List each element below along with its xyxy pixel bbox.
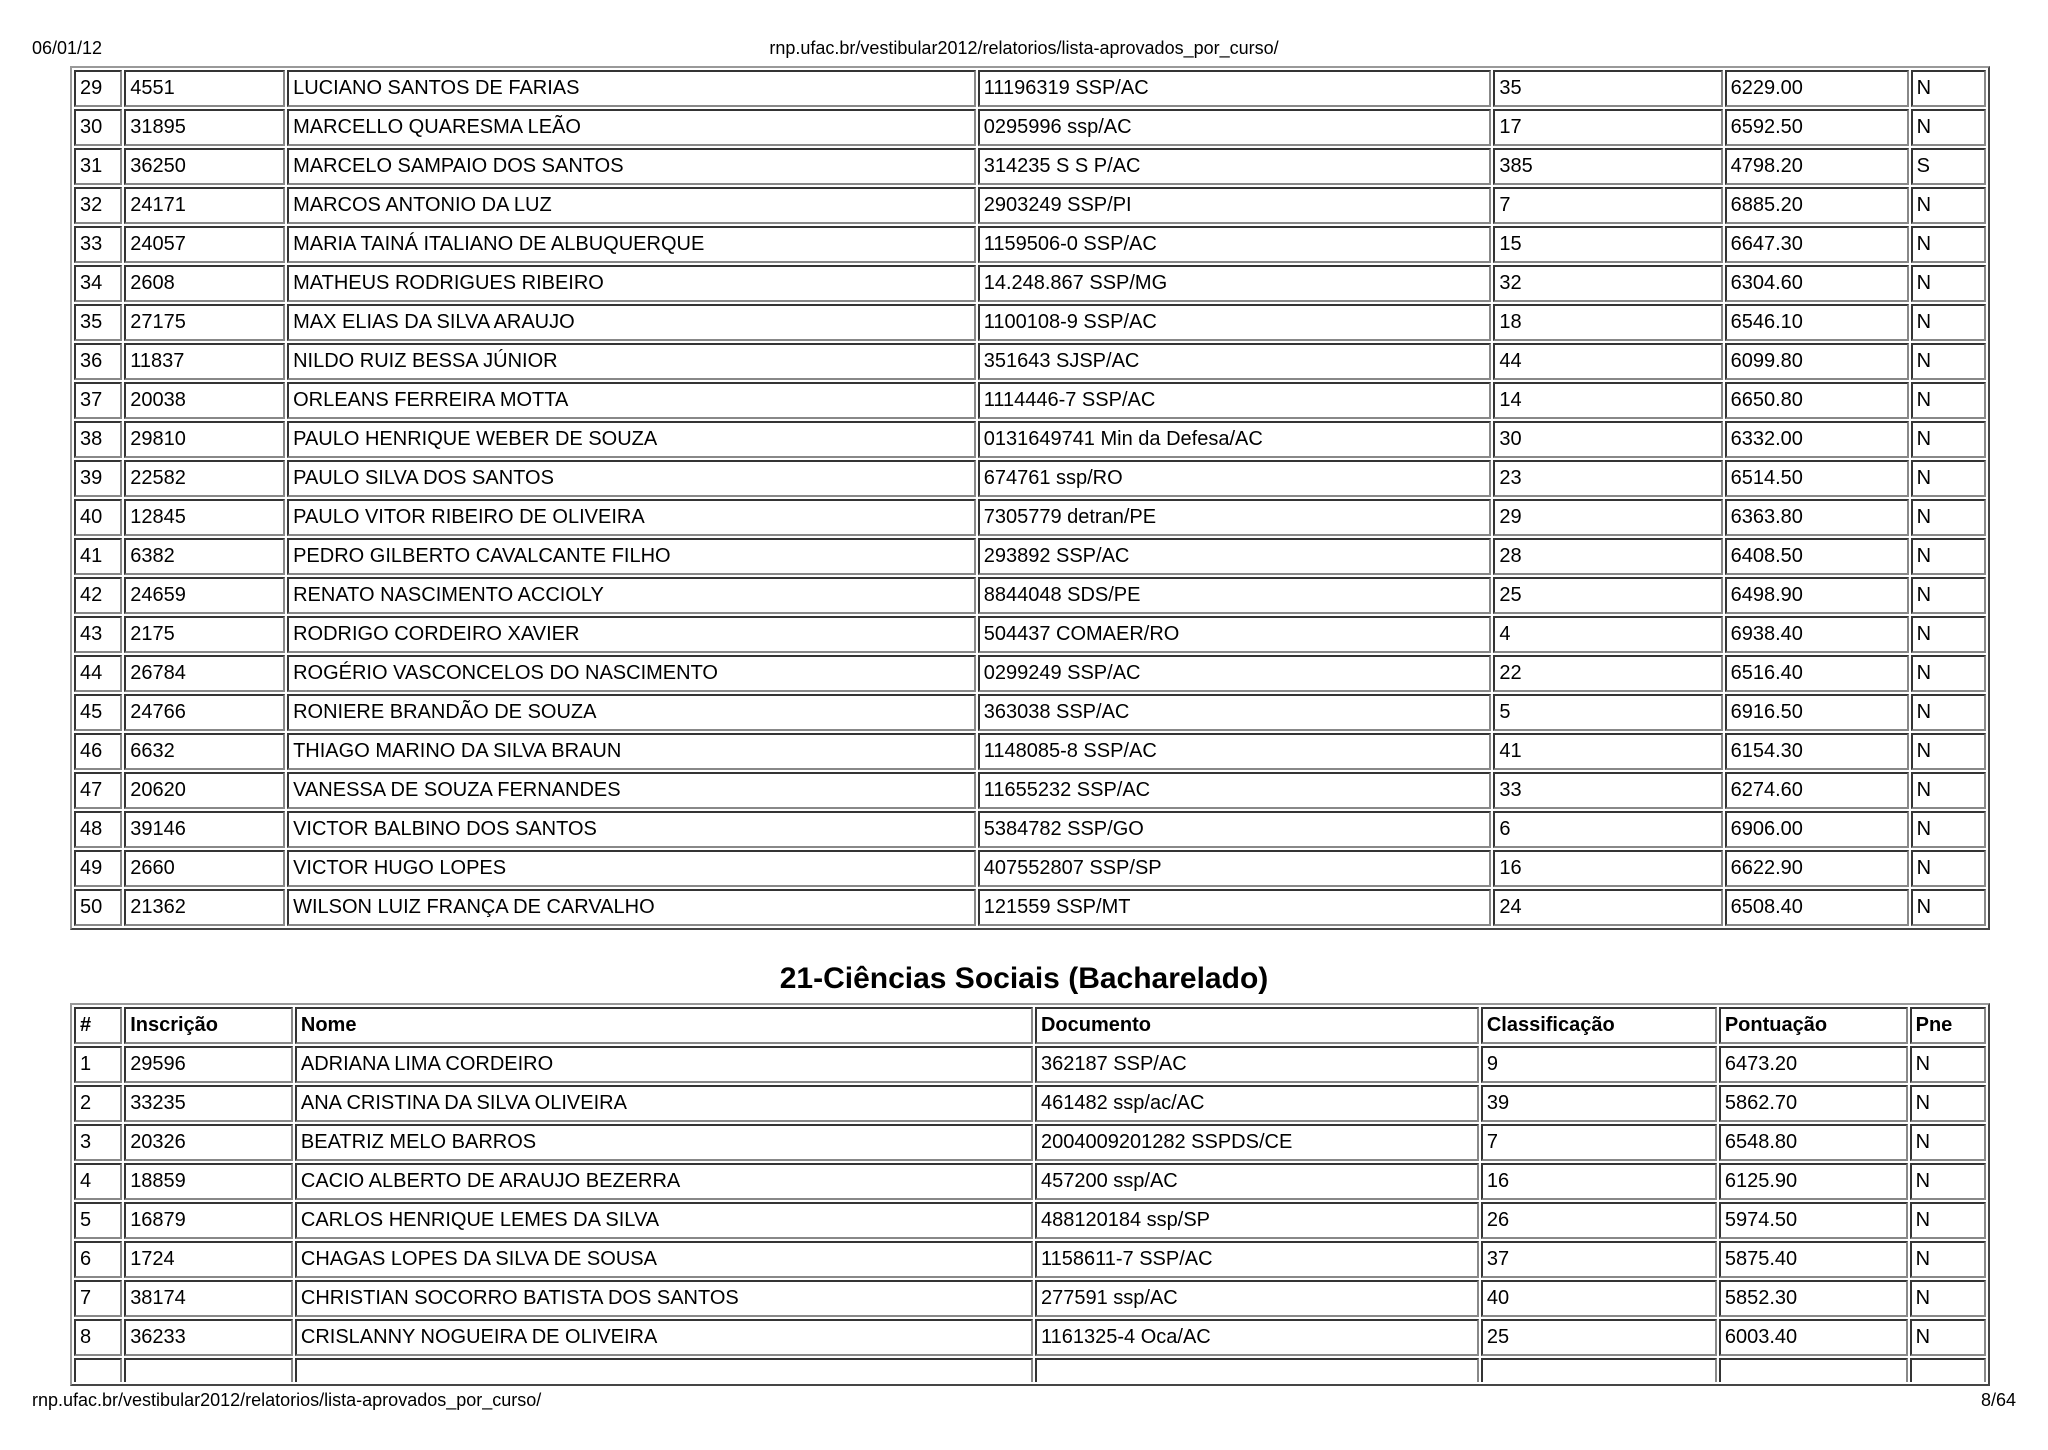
cell-classificacao: 6	[1493, 811, 1722, 848]
table-body	[74, 70, 1986, 926]
cell-pontuacao: 6099.80	[1725, 343, 1909, 380]
cell-classificacao: 30	[1493, 421, 1722, 458]
cell-number: 46	[74, 733, 122, 770]
cell-classificacao: 16	[1481, 1163, 1717, 1200]
cell-documento: 457200 ssp/AC	[1035, 1163, 1479, 1200]
table-row	[74, 148, 1986, 185]
cell-classificacao: 37	[1481, 1241, 1717, 1278]
cell-inscricao: 20038	[124, 382, 285, 419]
cell-pne: N	[1911, 304, 1986, 341]
cell-inscricao: 6382	[124, 538, 285, 575]
cell-nome: MARIA TAINÁ ITALIANO DE ALBUQUERQUE	[287, 226, 976, 263]
cell-nome: VICTOR HUGO LOPES	[287, 850, 976, 887]
cell-nome: CRISLANNY NOGUEIRA DE OLIVEIRA	[295, 1319, 1033, 1356]
cell-number: 2	[74, 1085, 122, 1122]
cell-inscricao: 21362	[124, 889, 285, 926]
cell-inscricao: 2175	[124, 616, 285, 653]
cell-pne: S	[1911, 148, 1986, 185]
table-row	[74, 811, 1986, 848]
cell-pne: N	[1911, 577, 1986, 614]
empty-cell	[1719, 1358, 1908, 1382]
cell-pne: N	[1911, 694, 1986, 731]
cell-pne: N	[1911, 499, 1986, 536]
cell-nome: MARCOS ANTONIO DA LUZ	[287, 187, 976, 224]
col-header-pne: Pne	[1910, 1007, 1986, 1044]
col-header-pontuacao: Pontuação	[1719, 1007, 1908, 1044]
cell-inscricao: 26784	[124, 655, 285, 692]
cell-inscricao: 2660	[124, 850, 285, 887]
table-row-cut-off	[74, 1358, 1986, 1382]
cell-pne: N	[1911, 850, 1986, 887]
cell-number: 30	[74, 109, 122, 146]
cell-pontuacao: 6548.80	[1719, 1124, 1908, 1161]
cell-inscricao: 39146	[124, 811, 285, 848]
table-row	[74, 1085, 1986, 1122]
table-row	[74, 265, 1986, 302]
cell-pne: N	[1910, 1085, 1986, 1122]
cell-inscricao: 24659	[124, 577, 285, 614]
cell-nome: ORLEANS FERREIRA MOTTA	[287, 382, 976, 419]
cell-pontuacao: 6916.50	[1725, 694, 1909, 731]
table-row	[74, 889, 1986, 926]
table-row	[74, 850, 1986, 887]
cell-nome: VANESSA DE SOUZA FERNANDES	[287, 772, 976, 809]
cell-nome: LUCIANO SANTOS DE FARIAS	[287, 70, 976, 107]
cell-number: 50	[74, 889, 122, 926]
cell-pontuacao: 6622.90	[1725, 850, 1909, 887]
cell-classificacao: 44	[1493, 343, 1722, 380]
cell-inscricao: 29810	[124, 421, 285, 458]
cell-pne: N	[1910, 1124, 1986, 1161]
table-body	[74, 1046, 1986, 1382]
table-header-row	[74, 1007, 1986, 1044]
cell-classificacao: 28	[1493, 538, 1722, 575]
cell-documento: 11196319 SSP/AC	[978, 70, 1492, 107]
cell-number: 32	[74, 187, 122, 224]
empty-cell	[1481, 1358, 1717, 1382]
table-row	[74, 421, 1986, 458]
print-footer-url: rnp.ufac.br/vestibular2012/relatorios/lista-aprovados_por_curso/	[32, 1390, 542, 1410]
cell-pontuacao: 5875.40	[1719, 1241, 1908, 1278]
cell-classificacao: 25	[1493, 577, 1722, 614]
table-row	[74, 1163, 1986, 1200]
col-header-classificacao: Classificação	[1481, 1007, 1717, 1044]
col-header-inscricao: Inscrição	[124, 1007, 293, 1044]
cell-documento: 488120184 ssp/SP	[1035, 1202, 1479, 1239]
cell-number: 35	[74, 304, 122, 341]
cell-pne: N	[1911, 655, 1986, 692]
cell-classificacao: 40	[1481, 1280, 1717, 1317]
table-row	[74, 1280, 1986, 1317]
cell-pontuacao: 6508.40	[1725, 889, 1909, 926]
cell-inscricao: 20620	[124, 772, 285, 809]
cell-nome: PAULO SILVA DOS SANTOS	[287, 460, 976, 497]
cell-number: 38	[74, 421, 122, 458]
cell-classificacao: 5	[1493, 694, 1722, 731]
table-row	[74, 1124, 1986, 1161]
cell-pne: N	[1910, 1163, 1986, 1200]
cell-classificacao: 14	[1493, 382, 1722, 419]
table-row	[74, 382, 1986, 419]
section-title: 21-Ciências Sociais (Bacharelado)	[779, 962, 1269, 995]
cell-documento: 363038 SSP/AC	[978, 694, 1492, 731]
cell-pontuacao: 5862.70	[1719, 1085, 1908, 1122]
cell-pontuacao: 5852.30	[1719, 1280, 1908, 1317]
cell-pontuacao: 6332.00	[1725, 421, 1909, 458]
cell-nome: CARLOS HENRIQUE LEMES DA SILVA	[295, 1202, 1033, 1239]
cell-documento: 314235 S S P/AC	[978, 148, 1492, 185]
cell-number: 47	[74, 772, 122, 809]
cell-documento: 1161325-4 Oca/AC	[1035, 1319, 1479, 1356]
cell-documento: 8844048 SDS/PE	[978, 577, 1492, 614]
table-row	[74, 499, 1986, 536]
page-number: 8/64	[1980, 1390, 2016, 1410]
table-row	[74, 1046, 1986, 1083]
col-header-number: #	[74, 1007, 122, 1044]
col-header-documento: Documento	[1035, 1007, 1479, 1044]
cell-number: 4	[74, 1163, 122, 1200]
table-row	[74, 1241, 1986, 1278]
cell-number: 39	[74, 460, 122, 497]
cell-pontuacao: 6498.90	[1725, 577, 1909, 614]
cell-pne: N	[1911, 811, 1986, 848]
cell-nome: CACIO ALBERTO DE ARAUJO BEZERRA	[295, 1163, 1033, 1200]
cell-nome: WILSON LUIZ FRANÇA DE CARVALHO	[287, 889, 976, 926]
cell-inscricao: 31895	[124, 109, 285, 146]
cell-pne: N	[1911, 109, 1986, 146]
cell-classificacao: 4	[1493, 616, 1722, 653]
cell-inscricao: 1724	[124, 1241, 293, 1278]
table-row	[74, 733, 1986, 770]
table-row	[74, 1202, 1986, 1239]
cell-inscricao: 18859	[124, 1163, 293, 1200]
cell-pne: N	[1911, 70, 1986, 107]
empty-cell	[74, 1358, 122, 1382]
cell-nome: RONIERE BRANDÃO DE SOUZA	[287, 694, 976, 731]
cell-classificacao: 16	[1493, 850, 1722, 887]
approved-list-table-continued	[70, 66, 1990, 930]
cell-number: 48	[74, 811, 122, 848]
cell-number: 40	[74, 499, 122, 536]
cell-pne: N	[1910, 1319, 1986, 1356]
cell-number: 7	[74, 1280, 122, 1317]
empty-cell	[1035, 1358, 1479, 1382]
table-row	[74, 70, 1986, 107]
cell-documento: 11655232 SSP/AC	[978, 772, 1492, 809]
cell-pontuacao: 6938.40	[1725, 616, 1909, 653]
cell-classificacao: 23	[1493, 460, 1722, 497]
cell-number: 44	[74, 655, 122, 692]
table-row	[74, 109, 1986, 146]
table-row	[74, 343, 1986, 380]
cell-number: 8	[74, 1319, 122, 1356]
cell-documento: 1148085-8 SSP/AC	[978, 733, 1492, 770]
cell-nome: NILDO RUIZ BESSA JÚNIOR	[287, 343, 976, 380]
cell-inscricao: 27175	[124, 304, 285, 341]
cell-nome: RODRIGO CORDEIRO XAVIER	[287, 616, 976, 653]
cell-pontuacao: 6363.80	[1725, 499, 1909, 536]
cell-classificacao: 15	[1493, 226, 1722, 263]
cell-pne: N	[1910, 1241, 1986, 1278]
cell-number: 29	[74, 70, 122, 107]
cell-pne: N	[1910, 1202, 1986, 1239]
cell-documento: 5384782 SSP/GO	[978, 811, 1492, 848]
cell-documento: 7305779 detran/PE	[978, 499, 1492, 536]
cell-pne: N	[1911, 187, 1986, 224]
cell-pne: N	[1911, 460, 1986, 497]
cell-documento: 121559 SSP/MT	[978, 889, 1492, 926]
print-date: 06/01/12	[32, 38, 103, 58]
cell-documento: 2903249 SSP/PI	[978, 187, 1492, 224]
cell-documento: 351643 SJSP/AC	[978, 343, 1492, 380]
cell-classificacao: 7	[1493, 187, 1722, 224]
cell-pontuacao: 6906.00	[1725, 811, 1909, 848]
cell-pontuacao: 6408.50	[1725, 538, 1909, 575]
cell-number: 41	[74, 538, 122, 575]
cell-inscricao: 6632	[124, 733, 285, 770]
cell-pontuacao: 6003.40	[1719, 1319, 1908, 1356]
cell-nome: THIAGO MARINO DA SILVA BRAUN	[287, 733, 976, 770]
cell-pontuacao: 6592.50	[1725, 109, 1909, 146]
table-row	[74, 304, 1986, 341]
cell-nome: ADRIANA LIMA CORDEIRO	[295, 1046, 1033, 1083]
cell-pontuacao: 6304.60	[1725, 265, 1909, 302]
cell-pontuacao: 6274.60	[1725, 772, 1909, 809]
cell-inscricao: 22582	[124, 460, 285, 497]
cell-pne: N	[1911, 343, 1986, 380]
cell-classificacao: 18	[1493, 304, 1722, 341]
cell-pontuacao: 6546.10	[1725, 304, 1909, 341]
cell-number: 6	[74, 1241, 122, 1278]
cell-classificacao: 7	[1481, 1124, 1717, 1161]
cell-nome: VICTOR BALBINO DOS SANTOS	[287, 811, 976, 848]
print-header-url: rnp.ufac.br/vestibular2012/relatorios/lista-aprovados_por_curso/	[769, 38, 1279, 58]
cell-nome: PEDRO GILBERTO CAVALCANTE FILHO	[287, 538, 976, 575]
cell-classificacao: 39	[1481, 1085, 1717, 1122]
cell-number: 42	[74, 577, 122, 614]
table-row	[74, 655, 1986, 692]
table-row	[74, 577, 1986, 614]
cell-pontuacao: 6229.00	[1725, 70, 1909, 107]
cell-nome: MARCELO SAMPAIO DOS SANTOS	[287, 148, 976, 185]
cell-number: 5	[74, 1202, 122, 1239]
cell-pontuacao: 6473.20	[1719, 1046, 1908, 1083]
cell-classificacao: 385	[1493, 148, 1722, 185]
cell-pontuacao: 6125.90	[1719, 1163, 1908, 1200]
cell-pne: N	[1911, 265, 1986, 302]
cell-documento: 0299249 SSP/AC	[978, 655, 1492, 692]
cell-documento: 277591 ssp/AC	[1035, 1280, 1479, 1317]
cell-inscricao: 36250	[124, 148, 285, 185]
cell-pne: N	[1911, 772, 1986, 809]
table-row	[74, 616, 1986, 653]
cell-nome: BEATRIZ MELO BARROS	[295, 1124, 1033, 1161]
cell-documento: 362187 SSP/AC	[1035, 1046, 1479, 1083]
cell-number: 43	[74, 616, 122, 653]
cell-classificacao: 24	[1493, 889, 1722, 926]
cell-documento: 14.248.867 SSP/MG	[978, 265, 1492, 302]
cell-pontuacao: 6154.30	[1725, 733, 1909, 770]
table-row	[74, 187, 1986, 224]
empty-cell	[295, 1358, 1033, 1382]
cell-nome: RENATO NASCIMENTO ACCIOLY	[287, 577, 976, 614]
cell-pne: N	[1910, 1046, 1986, 1083]
cell-pne: N	[1911, 382, 1986, 419]
cell-nome: MATHEUS RODRIGUES RIBEIRO	[287, 265, 976, 302]
cell-inscricao: 36233	[124, 1319, 293, 1356]
approved-list-table-ciencias-sociais	[70, 1003, 1990, 1386]
cell-number: 37	[74, 382, 122, 419]
cell-nome: CHAGAS LOPES DA SILVA DE SOUSA	[295, 1241, 1033, 1278]
cell-number: 45	[74, 694, 122, 731]
cell-nome: MAX ELIAS DA SILVA ARAUJO	[287, 304, 976, 341]
cell-documento: 1158611-7 SSP/AC	[1035, 1241, 1479, 1278]
cell-inscricao: 12845	[124, 499, 285, 536]
cell-documento: 0295996 ssp/AC	[978, 109, 1492, 146]
cell-pne: N	[1911, 733, 1986, 770]
cell-classificacao: 29	[1493, 499, 1722, 536]
cell-number: 33	[74, 226, 122, 263]
table-row	[74, 538, 1986, 575]
cell-pne: N	[1911, 538, 1986, 575]
cell-pne: N	[1911, 421, 1986, 458]
cell-classificacao: 26	[1481, 1202, 1717, 1239]
cell-inscricao: 4551	[124, 70, 285, 107]
cell-number: 3	[74, 1124, 122, 1161]
cell-documento: 674761 ssp/RO	[978, 460, 1492, 497]
cell-number: 36	[74, 343, 122, 380]
cell-nome: ANA CRISTINA DA SILVA OLIVEIRA	[295, 1085, 1033, 1122]
cell-pontuacao: 6650.80	[1725, 382, 1909, 419]
table-row	[74, 772, 1986, 809]
cell-classificacao: 22	[1493, 655, 1722, 692]
cell-pontuacao: 4798.20	[1725, 148, 1909, 185]
cell-classificacao: 9	[1481, 1046, 1717, 1083]
cell-documento: 293892 SSP/AC	[978, 538, 1492, 575]
table-row	[74, 226, 1986, 263]
cell-pontuacao: 6514.50	[1725, 460, 1909, 497]
cell-classificacao: 33	[1493, 772, 1722, 809]
cell-pne: N	[1911, 226, 1986, 263]
cell-classificacao: 41	[1493, 733, 1722, 770]
cell-classificacao: 25	[1481, 1319, 1717, 1356]
cell-pontuacao: 5974.50	[1719, 1202, 1908, 1239]
cell-pne: N	[1911, 616, 1986, 653]
cell-documento: 0131649741 Min da Defesa/AC	[978, 421, 1492, 458]
cell-documento: 407552807 SSP/SP	[978, 850, 1492, 887]
cell-documento: 461482 ssp/ac/AC	[1035, 1085, 1479, 1122]
table-row	[74, 694, 1986, 731]
cell-inscricao: 16879	[124, 1202, 293, 1239]
cell-documento: 1159506-0 SSP/AC	[978, 226, 1492, 263]
empty-cell	[1910, 1358, 1986, 1382]
cell-classificacao: 17	[1493, 109, 1722, 146]
cell-inscricao: 24766	[124, 694, 285, 731]
table-row	[74, 460, 1986, 497]
cell-pontuacao: 6516.40	[1725, 655, 1909, 692]
cell-nome: PAULO VITOR RIBEIRO DE OLIVEIRA	[287, 499, 976, 536]
cell-inscricao: 24057	[124, 226, 285, 263]
cell-pne: N	[1910, 1280, 1986, 1317]
cell-inscricao: 20326	[124, 1124, 293, 1161]
cell-number: 34	[74, 265, 122, 302]
cell-inscricao: 38174	[124, 1280, 293, 1317]
cell-documento: 2004009201282 SSPDS/CE	[1035, 1124, 1479, 1161]
cell-inscricao: 2608	[124, 265, 285, 302]
cell-nome: PAULO HENRIQUE WEBER DE SOUZA	[287, 421, 976, 458]
cell-nome: MARCELLO QUARESMA LEÃO	[287, 109, 976, 146]
cell-pontuacao: 6647.30	[1725, 226, 1909, 263]
cell-nome: ROGÉRIO VASCONCELOS DO NASCIMENTO	[287, 655, 976, 692]
cell-classificacao: 32	[1493, 265, 1722, 302]
cell-nome: CHRISTIAN SOCORRO BATISTA DOS SANTOS	[295, 1280, 1033, 1317]
cell-inscricao: 33235	[124, 1085, 293, 1122]
cell-pne: N	[1911, 889, 1986, 926]
cell-pontuacao: 6885.20	[1725, 187, 1909, 224]
cell-number: 1	[74, 1046, 122, 1083]
cell-inscricao: 11837	[124, 343, 285, 380]
cell-documento: 1100108-9 SSP/AC	[978, 304, 1492, 341]
empty-cell	[124, 1358, 293, 1382]
col-header-nome: Nome	[295, 1007, 1033, 1044]
cell-classificacao: 35	[1493, 70, 1722, 107]
table-row	[74, 1319, 1986, 1356]
cell-documento: 504437 COMAER/RO	[978, 616, 1492, 653]
cell-number: 49	[74, 850, 122, 887]
cell-inscricao: 24171	[124, 187, 285, 224]
cell-documento: 1114446-7 SSP/AC	[978, 382, 1492, 419]
cell-inscricao: 29596	[124, 1046, 293, 1083]
cell-number: 31	[74, 148, 122, 185]
